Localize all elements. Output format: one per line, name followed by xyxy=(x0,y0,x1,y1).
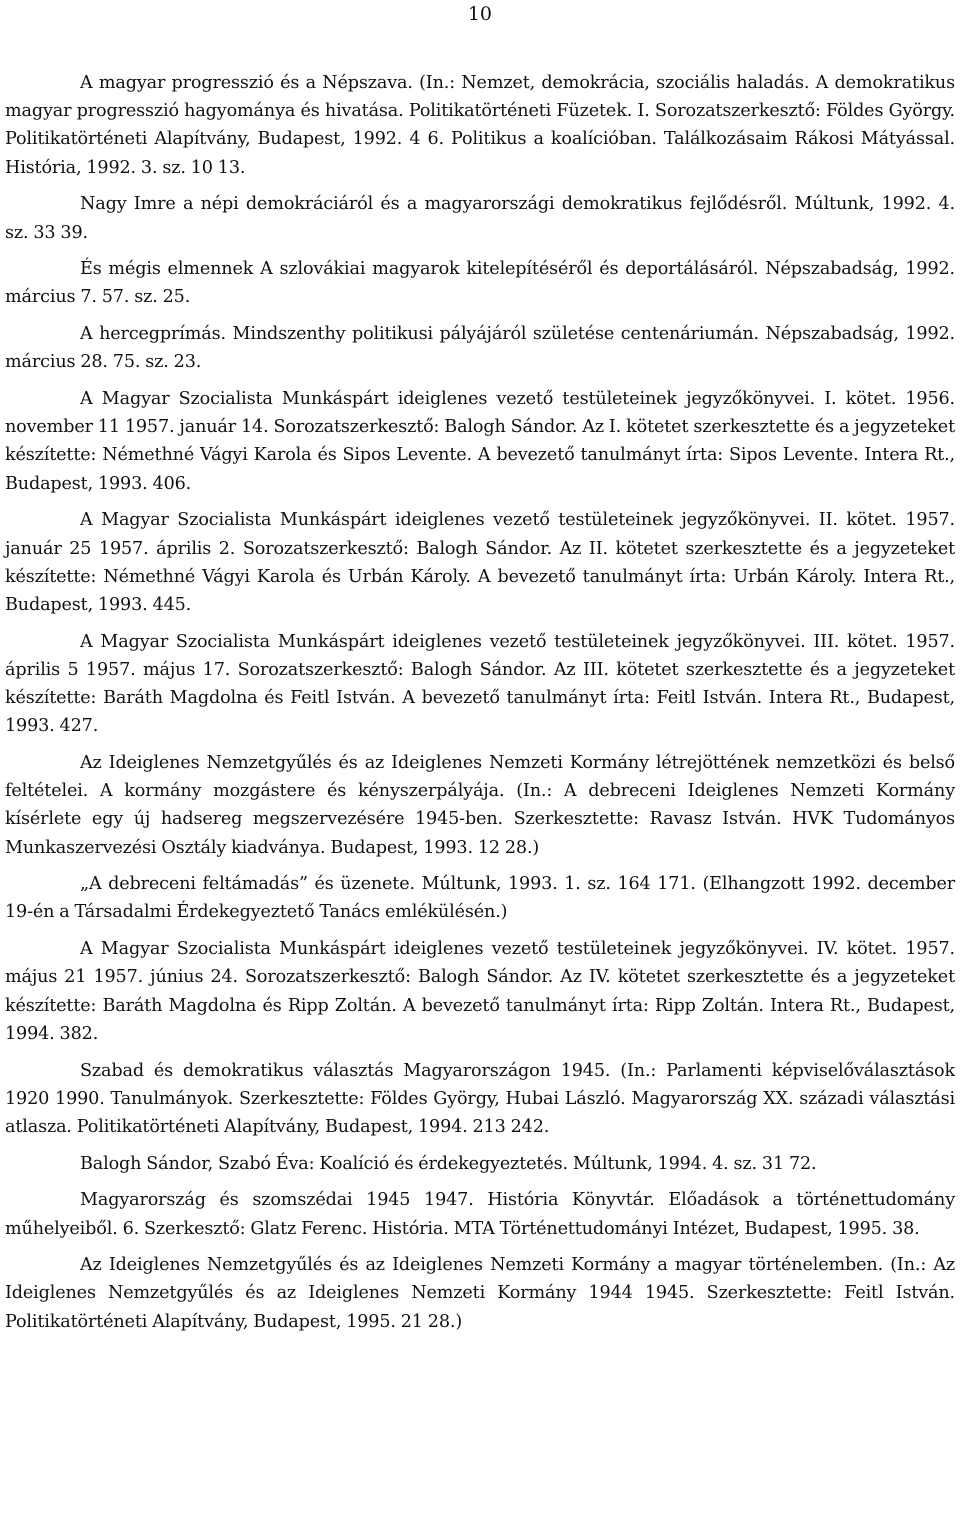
bibliography-entry: A Magyar Szocialista Munkáspárt ideiglenes vezető testületeinek jegyzőkönyvei. III. kötet. 1957. április 5 1957. május 17. Sorozatszerkesztő: Balogh Sándor. Az III. kötetet szerkesztette és a jegyzeteket készítette: Baráth Magdolna és Feitl István. A bevezető tanulmányt írta: Feitl István. Intera Rt., Budapest, 1993. 427. xyxy=(5,631,955,737)
bibliography-entry: És mégis elmennek A szlovákiai magyarok kitelepítéséről és deportálásáról. Népszabadság, 1992. március 7. 57. sz. 25. xyxy=(5,259,955,308)
bibliography-entry: A Magyar Szocialista Munkáspárt ideiglenes vezető testületeinek jegyzőkönyvei. IV. kötet. 1957. május 21 1957. június 24. Sorozatszerkesztő: Balogh Sándor. Az IV. kötetet szerkesztette és a jegyzeteket készítette: Baráth Magdolna és Ripp Zoltán. A bevezető tanulmányt írta: Ripp Zoltán. Intera Rt., Budapest, 1994. 382. xyxy=(5,939,955,1044)
bibliography-entry: A magyar progresszió és a Népszava. (In.: Nemzet, demokrácia, szociális haladás. A demokratikus magyar progresszió hagyománya és hivatása. Politikatörténeti Füzetek. I. Sorozatszerkesztő: Földes György. Politikatörténeti Alapítvány, Budapest, 1992. 4 6. Politikus a koalícióban. Találkozásaim Rákosi Mátyással. História, 1992. 3. sz. 10 13. xyxy=(5,73,955,178)
bibliography-entry: A Magyar Szocialista Munkáspárt ideiglenes vezető testületeinek jegyzőkönyvei. I. kötet. 1956. november 11 1957. január 14. Sorozatszerkesztő: Balogh Sándor. Az I. kötetet szerkesztette és a jegyzeteket készítette: Némethné Vágyi Karola és Sipos Levente. A bevezető tanulmányt írta: Sipos Levente. Intera Rt., Budapest, 1993. 406. xyxy=(5,389,955,494)
page-number: 10 xyxy=(467,3,492,25)
bibliography-entry: Magyarország és szomszédai 1945 1947. História Könyvtár. Előadások a történettudomány műhelyeiből. 6. Szerkesztő: Glatz Ferenc. História. MTA Történettudományi Intézet, Budapest, 1995. 38. xyxy=(5,1190,955,1239)
bibliography-entry: Az Ideiglenes Nemzetgyűlés és az Ideiglenes Nemzeti Kormány létrejöttének nemzetközi és belső feltételei. A kormány mozgástere és kényszerpályája. (In.: A debreceni Ideiglenes Nemzeti Kormány kísérlete egy új hadsereg megszervezésére 1945-ben. Szerkesztette: Ravasz István. HVK Tudományos Munkaszervezési Osztály kiadványa. Budapest, 1993. 12 28.) xyxy=(5,752,955,858)
bibliography-list xyxy=(5,69,955,1344)
bibliography-entry: Nagy Imre a népi demokráciáról és a magyarországi demokratikus fejlődésről. Múltunk, 1992. 4. sz. 33 39. xyxy=(5,194,955,243)
bibliography-entry: Balogh Sándor, Szabó Éva: Koalíció és érdekegyeztetés. Múltunk, 1994. 4. sz. 31 72. xyxy=(80,1153,817,1174)
bibliography-entry: A Magyar Szocialista Munkáspárt ideiglenes vezető testületeinek jegyzőkönyvei. II. kötet. 1957. január 25 1957. április 2. Sorozatszerkesztő: Balogh Sándor. Az II. kötetet szerkesztette és a jegyzeteket készítette: Némethné Vágyi Karola és Urbán Károly. A bevezető tanulmányt írta: Urbán Károly. Intera Rt., Budapest, 1993. 445. xyxy=(5,510,955,615)
bibliography-entry: „A debreceni feltámadás” és üzenete. Múltunk, 1993. 1. sz. 164 171. (Elhangzott 1992. december 19-én a Társadalmi Érdekegyeztető Tanács emlékülésén.) xyxy=(5,874,955,923)
bibliography-entry: A hercegprímás. Mindszenthy politikusi pályájáról születése centenáriumán. Népszabadság, 1992. március 28. 75. sz. 23. xyxy=(5,324,955,373)
bibliography-entry: Az Ideiglenes Nemzetgyűlés és az Ideiglenes Nemzeti Kormány a magyar történelemben. (In.: Az Ideiglenes Nemzetgyűlés és az Ideiglenes Nemzeti Kormány 1944 1945. Szerkesztette: Feitl István. Politikatörténeti Alapítvány, Budapest, 1995. 21 28.) xyxy=(5,1255,955,1332)
bibliography-entry: Szabad és demokratikus választás Magyarországon 1945. (In.: Parlamenti képviselőválasztások 1920 1990. Tanulmányok. Szerkesztette: Földes György, Hubai László. Magyarország XX. századi választási atlasza. Politikatörténeti Alapítvány, Budapest, 1994. 213 242. xyxy=(5,1060,955,1137)
